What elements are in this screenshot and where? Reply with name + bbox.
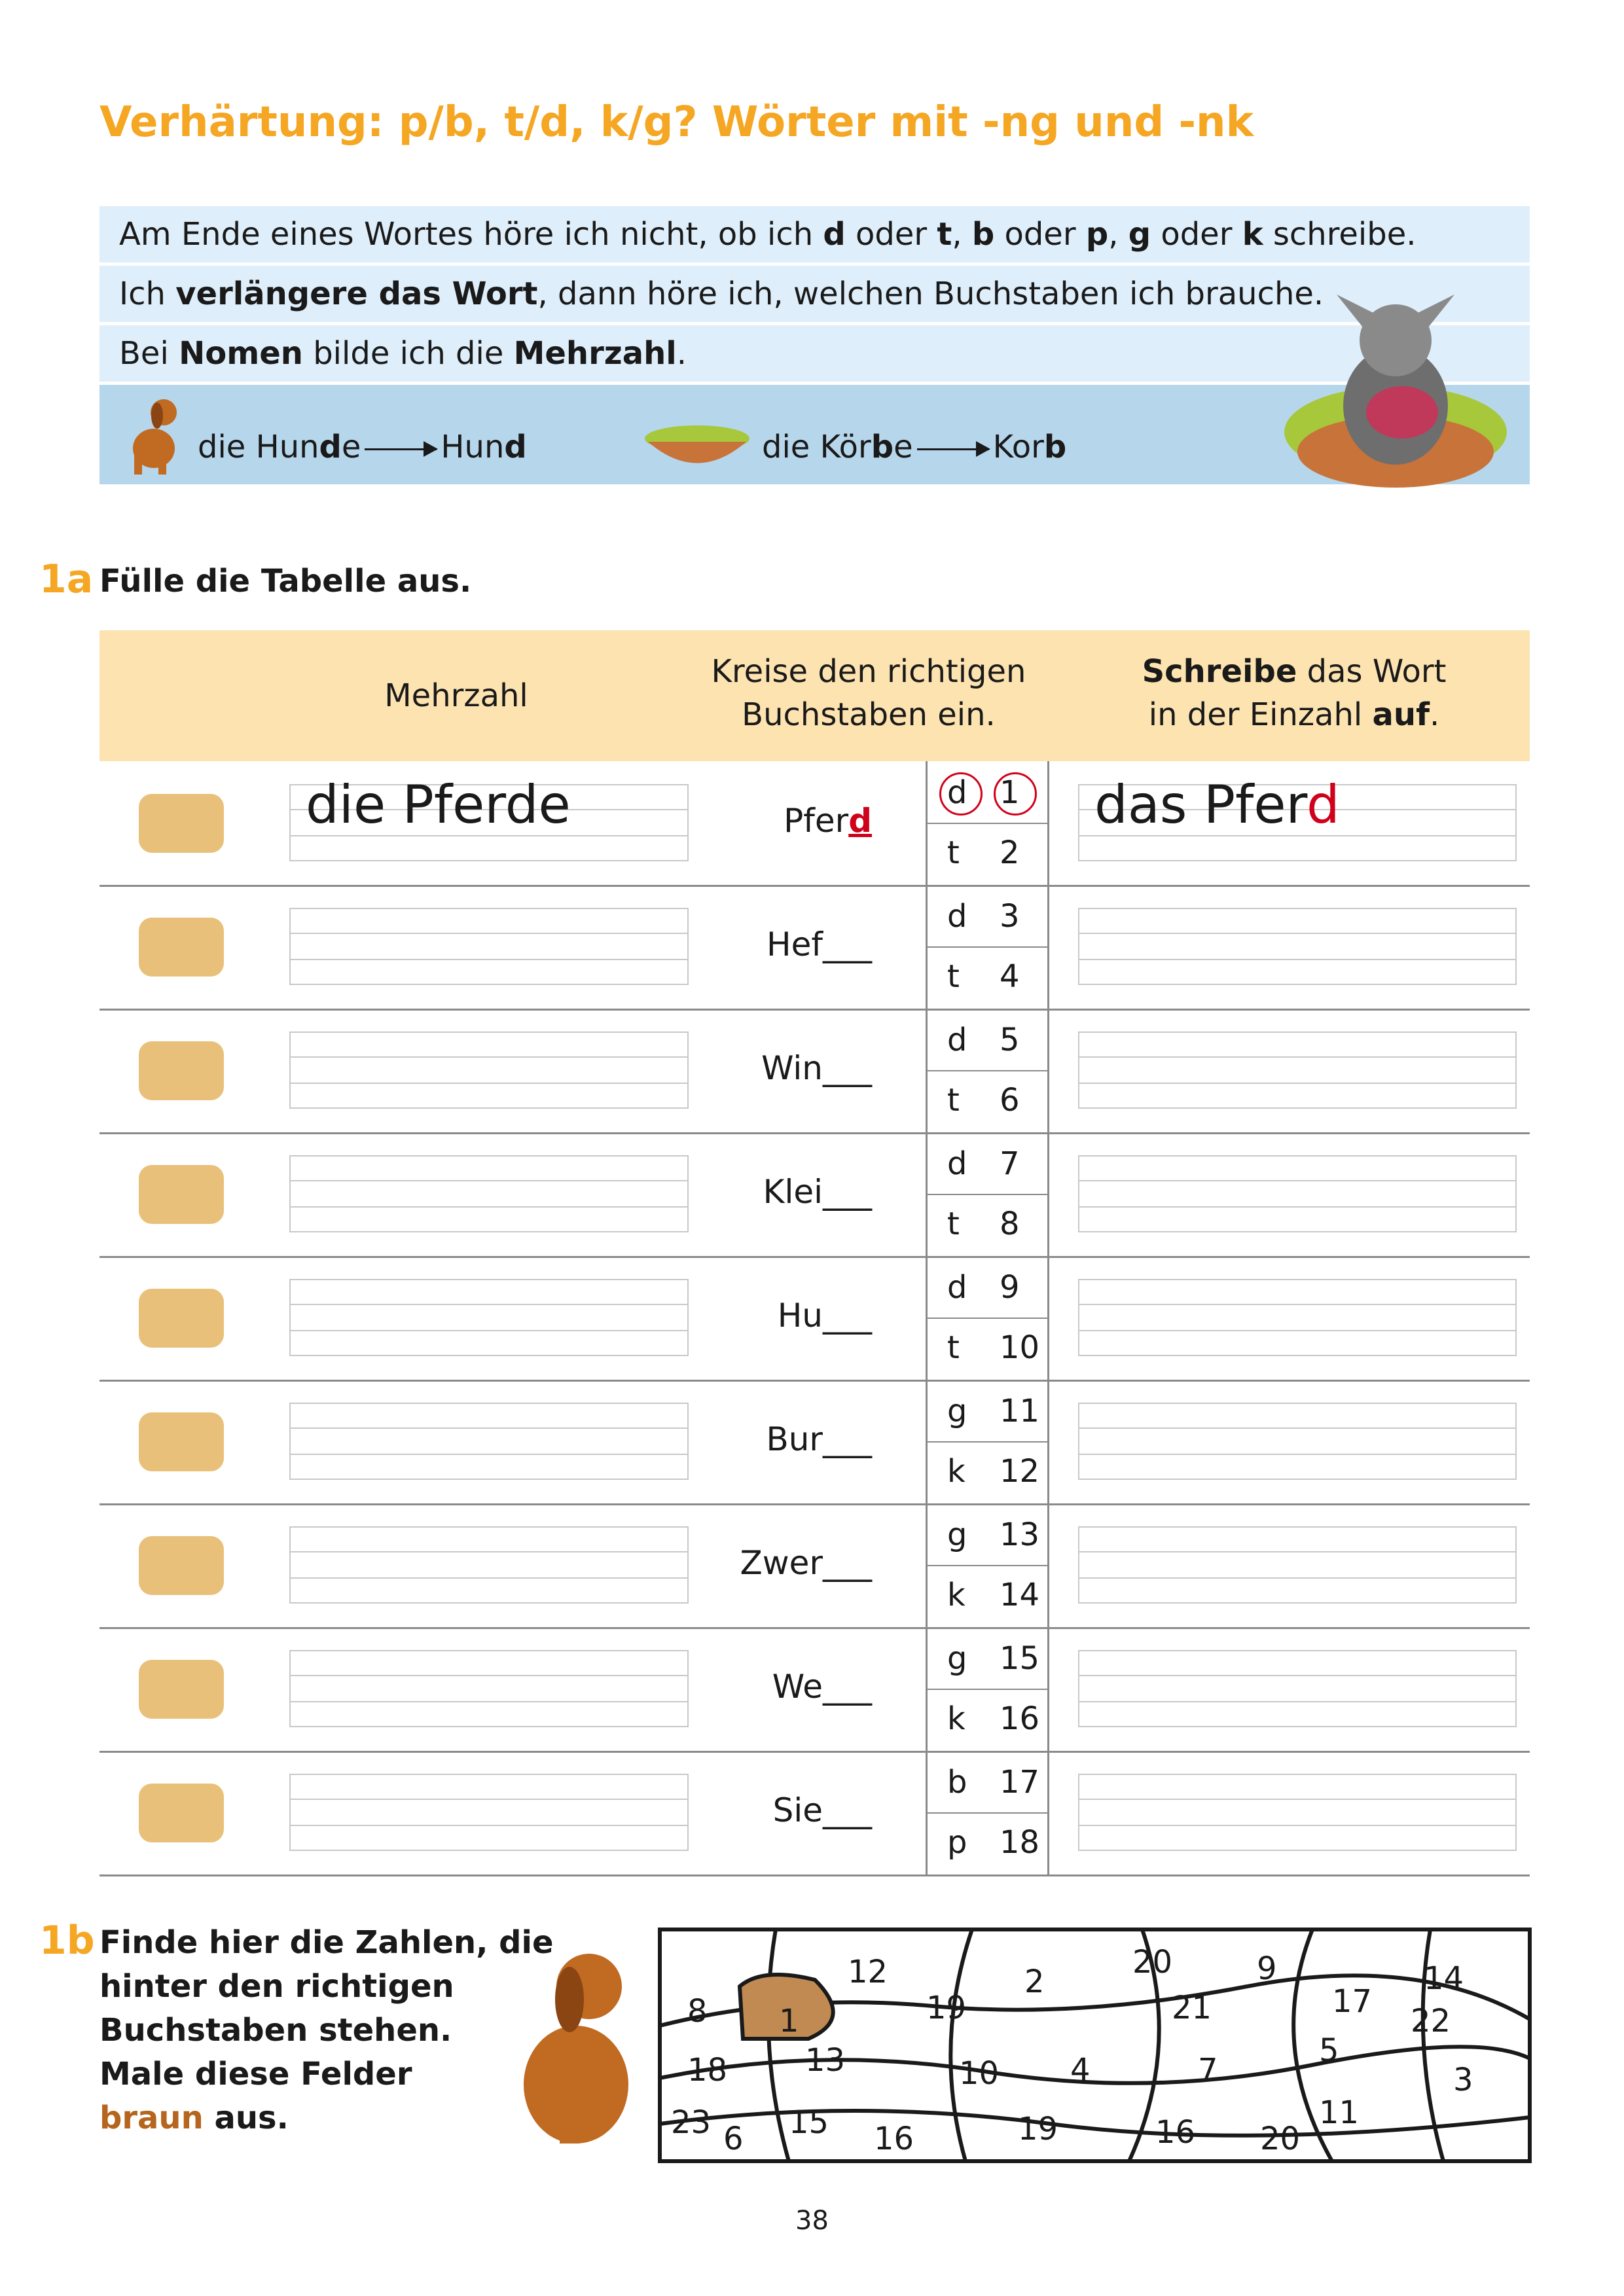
row-picture	[126, 1647, 237, 1732]
plural-input[interactable]	[289, 1650, 689, 1727]
coloring-picture	[658, 1928, 1532, 2163]
row-picture	[126, 1028, 237, 1113]
row-picture	[126, 905, 237, 990]
picture-field-number[interactable]: 17	[1332, 1983, 1373, 2020]
word-stem: Win___	[761, 1049, 872, 1087]
picture-field-number[interactable]: 20	[1260, 2121, 1301, 2157]
picture-field-number[interactable]: 16	[1155, 2114, 1196, 2151]
letter-option[interactable]: t	[947, 1082, 960, 1119]
picture-field-number[interactable]: 12	[848, 1954, 888, 1990]
picture-field-number[interactable]: 9	[1257, 1950, 1277, 1987]
column-divider	[1047, 1380, 1049, 1503]
option-number[interactable]: 7	[1000, 1145, 1020, 1182]
answer-circle	[939, 772, 983, 816]
option-number[interactable]: 3	[1000, 898, 1020, 935]
option-number[interactable]: 12	[1000, 1453, 1040, 1490]
picture-field-number[interactable]: 15	[789, 2104, 829, 2141]
row-picture	[126, 1770, 237, 1856]
arrow-icon	[917, 448, 989, 450]
rule-line-2: Ich verlängere das Wort, dann höre ich, welchen Buchstaben ich brauche.	[99, 266, 1530, 322]
option-divider	[926, 823, 1047, 824]
option-divider	[926, 1565, 1047, 1566]
plural-input[interactable]	[289, 1526, 689, 1604]
option-divider	[926, 946, 1047, 948]
word-stem: Pferd	[784, 802, 872, 840]
picture-field-number[interactable]: 16	[874, 2121, 914, 2157]
column-divider	[1047, 1256, 1049, 1380]
table-row	[99, 761, 1530, 887]
option-number[interactable]: 5	[1000, 1022, 1020, 1058]
letter-option[interactable]: d	[947, 774, 967, 811]
letter-option[interactable]: k	[947, 1577, 965, 1613]
option-number[interactable]: 15	[1000, 1640, 1040, 1677]
option-number[interactable]: 17	[1000, 1764, 1040, 1801]
singular-input[interactable]	[1078, 1155, 1517, 1232]
option-number[interactable]: 16	[1000, 1700, 1040, 1737]
table-header	[99, 630, 1530, 761]
row-picture	[126, 1523, 237, 1608]
letter-option[interactable]: g	[947, 1393, 967, 1429]
task-number-1a: 1a	[39, 556, 94, 602]
word-stem: Klei___	[763, 1173, 872, 1211]
plural-input[interactable]	[289, 1774, 689, 1851]
option-number[interactable]: 6	[1000, 1082, 1020, 1119]
plural-input[interactable]	[289, 908, 689, 985]
column-divider	[1047, 1503, 1049, 1627]
column-divider	[1047, 1627, 1049, 1751]
basket-icon	[641, 422, 753, 475]
column-divider	[1047, 1132, 1049, 1256]
table-row	[99, 1009, 1530, 1134]
word-stem: Hef___	[767, 925, 872, 963]
letter-option[interactable]: t	[947, 834, 960, 871]
word-stem: Sie___	[772, 1791, 872, 1829]
letter-option[interactable]: p	[947, 1824, 967, 1861]
option-number[interactable]: 4	[1000, 958, 1020, 995]
word-stem: We___	[772, 1668, 872, 1706]
column-divider	[1047, 1751, 1049, 1874]
example-dog: die Hunde Hund	[198, 429, 527, 465]
rule-box	[99, 206, 1530, 484]
option-divider	[926, 1194, 1047, 1195]
column-divider	[1047, 885, 1049, 1009]
letter-option[interactable]: g	[947, 1640, 967, 1677]
plural-input[interactable]	[289, 1031, 689, 1109]
example-plural: die Pferde	[306, 774, 571, 835]
singular-input[interactable]	[1078, 908, 1517, 985]
picture-field-number[interactable]: 5	[1319, 2032, 1339, 2069]
column-divider	[1047, 761, 1049, 885]
letter-option[interactable]: d	[947, 1269, 967, 1306]
picture-field-number[interactable]: 10	[959, 2055, 1000, 2092]
rule-line-1: Am Ende eines Wortes höre ich nicht, ob ich d oder t, b oder p, g oder k schreibe.	[99, 206, 1530, 262]
task-instruction-1a: Fülle die Tabelle aus.	[99, 563, 472, 600]
table-row	[99, 885, 1530, 1011]
singular-input[interactable]	[1078, 1526, 1517, 1604]
picture-field-number[interactable]: 4	[1070, 2052, 1091, 2089]
rule-line-3: Bei Nomen bilde ich die Mehrzahl.	[99, 325, 1530, 382]
picture-field-number[interactable]: 14	[1424, 1960, 1464, 1997]
picture-field-number[interactable]: 19	[1018, 2111, 1058, 2147]
option-number[interactable]: 9	[1000, 1269, 1020, 1306]
option-number[interactable]: 14	[1000, 1577, 1040, 1613]
letter-option[interactable]: t	[947, 1206, 960, 1242]
word-stem: Bur___	[766, 1420, 872, 1458]
option-number[interactable]: 8	[1000, 1206, 1020, 1242]
table-row	[99, 1503, 1530, 1629]
picture-field-number[interactable]: 13	[805, 2042, 846, 2079]
header-plural: Mehrzahl	[384, 677, 528, 714]
header-circle: Kreise den richtigen Buchstaben ein.	[711, 653, 1026, 733]
plural-input[interactable]	[289, 1403, 689, 1480]
picture-field-number[interactable]: 19	[926, 1990, 967, 2026]
page-number: 38	[795, 2206, 829, 2236]
dog-icon	[118, 393, 183, 478]
example-basket: die Körbe Korb	[762, 429, 1067, 465]
singular-input[interactable]	[1078, 1031, 1517, 1109]
option-number[interactable]: 1	[1000, 774, 1020, 811]
example-singular: das Pferd	[1094, 774, 1340, 835]
option-divider	[926, 1441, 1047, 1443]
picture-field-number[interactable]: 7	[1198, 2052, 1218, 2089]
picture-field-number[interactable]: 3	[1453, 2062, 1473, 2098]
picture-field-number[interactable]: 11	[1319, 2094, 1360, 2131]
singular-input[interactable]	[1078, 1403, 1517, 1480]
column-divider	[1047, 1009, 1049, 1132]
page-title: Verhärtung: p/b, t/d, k/g? Wörter mit -ng und -nk	[99, 98, 1254, 147]
table-row	[99, 1380, 1530, 1505]
task-number-1b: 1b	[39, 1918, 95, 1964]
letter-option[interactable]: d	[947, 1022, 967, 1058]
arrow-icon	[365, 448, 437, 450]
picture-field-number[interactable]: 20	[1132, 1944, 1173, 1981]
letter-option[interactable]: g	[947, 1516, 967, 1553]
word-stem: Zwer___	[740, 1544, 872, 1582]
header-singular: Schreibe das Wort in der Einzahl auf.	[1142, 653, 1447, 733]
picture-field-number[interactable]: 6	[723, 2121, 744, 2157]
singular-input[interactable]	[1078, 1650, 1517, 1727]
table-row	[99, 1627, 1530, 1753]
sitting-dog-icon	[504, 1941, 648, 2150]
singular-input[interactable]	[1078, 1279, 1517, 1356]
option-number[interactable]: 13	[1000, 1516, 1040, 1553]
letter-option[interactable]: k	[947, 1453, 965, 1490]
letter-option[interactable]: k	[947, 1700, 965, 1737]
option-number[interactable]: 11	[1000, 1393, 1040, 1429]
option-number[interactable]: 2	[1000, 834, 1020, 871]
picture-field-number[interactable]: 18	[687, 2052, 728, 2089]
row-picture	[126, 1276, 237, 1361]
option-divider	[926, 1812, 1047, 1814]
letter-option[interactable]: t	[947, 1329, 960, 1366]
answer-circle	[994, 772, 1037, 816]
plural-input[interactable]	[289, 1155, 689, 1232]
table-row	[99, 1256, 1530, 1382]
picture-field-number[interactable]: 23	[671, 2104, 712, 2141]
option-divider	[926, 1318, 1047, 1319]
option-number[interactable]: 10	[1000, 1329, 1040, 1366]
plural-input[interactable]	[289, 1279, 689, 1356]
task-instruction-1b: Finde hier die Zahlen, die hinter den richtigen Buchstaben stehen. Male diese Felder braun aus.	[99, 1924, 554, 2136]
singular-input[interactable]	[1078, 1774, 1517, 1851]
table-row	[99, 1132, 1530, 1258]
letter-option[interactable]: b	[947, 1764, 967, 1801]
picture-field-number[interactable]: 8	[687, 1993, 708, 2030]
option-divider	[926, 1689, 1047, 1690]
picture-field-number[interactable]: 22	[1411, 2003, 1451, 2039]
word-stem: Hu___	[777, 1297, 872, 1335]
option-number[interactable]: 18	[1000, 1824, 1040, 1861]
row-picture	[126, 1152, 237, 1237]
picture-field-number[interactable]: 1	[779, 2003, 799, 2039]
option-divider	[926, 1070, 1047, 1071]
table-row	[99, 1751, 1530, 1876]
picture-field-number[interactable]: 2	[1024, 1964, 1045, 2000]
bat-mascot-icon	[1265, 268, 1526, 491]
letter-option[interactable]: t	[947, 958, 960, 995]
picture-field-number[interactable]: 21	[1172, 1990, 1212, 2026]
row-picture	[126, 781, 237, 866]
letter-option[interactable]: d	[947, 1145, 967, 1182]
letter-option[interactable]: d	[947, 898, 967, 935]
row-picture	[126, 1399, 237, 1484]
